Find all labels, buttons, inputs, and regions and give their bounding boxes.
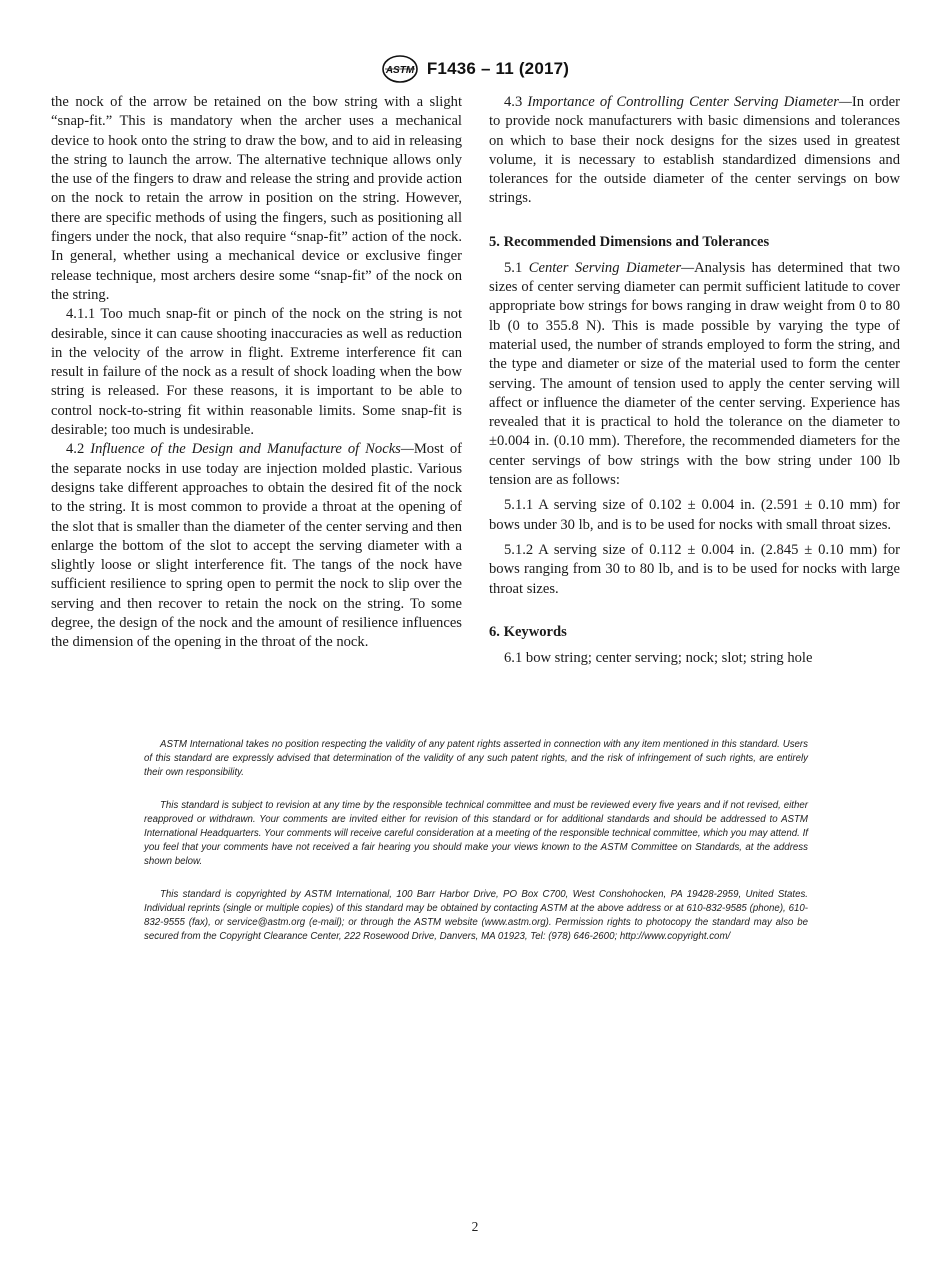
page-number: 2 (471, 1219, 479, 1234)
copyright-notice: This standard is copyrighted by ASTM International, 100 Barr Harbor Drive, PO Box C700, West Conshohocken, PA 19428-2959, United States. Individual reprints (single or multiple copies) of this standard may be obtained by contacting ASTM at the above address or at 610-832-9585 (phone), 610-832-9555 (fax), or service@astm.org (e-mail); or through the ASTM website (www.astm.org). Permission rights to photocopy the standard may also be secured from the Copyright Clearance Center, 222 Rosewood Drive, Danvers, MA 01923, Tel: (978) 646-2600; http://www.copyright.com/ (144, 889, 808, 942)
paragraph-number: 5.1 (504, 259, 523, 276)
left-column (51, 93, 462, 653)
paragraph-body: Analysis has determined that two sizes of center serving diameter can permit sufficient latitude to cover appropriate bow strings for bows ranging in draw weight from 0 to 80 lb (0 to 355.8 N). This is made possible by varying the type of material used, the number of strands employed to form the string, and the type and diameter or size of the material used to form the center serving. The amount of tension used to apply the center serving will affect or influence the diameter of the center serving. Experience has revealed that it is practical to hold the tolerance on the diameter to ±0.004 in. (0.10 mm). Therefore, the recommended diameters for the center servings of bow strings with the bow string under 100 lb tension are as follows: (489, 259, 900, 489)
paragraph-body: Most of the separate nocks in use today are injection molded plastic. Various designs take different approaches to obtain the desired fit of the nock to the string. It is most common to provide a throat at the opening of the slot that is smaller than the diameter of the center serving and then enlarge the bottom of the slot to accept the serving diameter with a slightly loose or slight interference fit. The tangs of the nock have sufficient resilience to spring open to permit the nock to slip over the serving and then recover to retain the nock on the string. To some degree, the design of the nock and the amount of resilience influences the dimension of the opening in the throat of the nock. (51, 441, 462, 651)
paragraph-5-1-2: 5.1.2 A serving size of 0.112 ± 0.004 in. (2.845 ± 0.10 mm) for bows ranging from 30 to 80 lb, and is to be used for nocks with large throat sizes. (489, 541, 900, 597)
paragraph-5-1 (489, 259, 900, 491)
section-5-heading: 5. Recommended Dimensions and Tolerances (489, 233, 770, 250)
paragraph-5-1-1: 5.1.1 A serving size of 0.102 ± 0.004 in. (2.591 ± 0.10 mm) for bows under 30 lb, and is to be used for nocks with small throat sizes. (489, 497, 900, 533)
paragraph-title: Center Serving Diameter— (528, 259, 695, 276)
paragraph-body: In order to provide nock manufacturers with basic dimensions and tolerances on which to base their nock designs for the sizes used in greatest volume, it is necessary to establish standardized dimensions and tolerances for the outside diameter of the center servings on bow strings. (489, 94, 900, 207)
section-6-heading: 6. Keywords (489, 623, 567, 640)
astm-logo-icon (381, 54, 419, 84)
paragraph-number: 4.2 (66, 441, 85, 458)
document-designation: F1436 – 11 (2017) (426, 59, 570, 78)
paragraph-4-3 (489, 93, 900, 209)
paragraph-title: Importance of Controlling Center Serving Diameter— (527, 94, 852, 110)
right-column (489, 93, 900, 668)
paragraph-4-1-1: 4.1.1 Too much snap-fit or pinch of the nock on the string is not desirable, since it can cause shooting inaccuracies as well as reduction in the velocity of the arrow in flight. Extreme interference fit can result in failure of the nock as a result of shock loading when the bow string is released. For these reasons, it is important to be able to control nock-to-string fit within reasonable limits. Some snap-fit is desirable; too much is undesirable. (51, 306, 462, 439)
paragraph-title: Influence of the Design and Manufacture of Nocks— (90, 441, 414, 458)
paragraph-4-2 (51, 440, 462, 652)
revision-notice: This standard is subject to revision at any time by the responsible technical committee and must be reviewed every five years and if not revised, either reapproved or withdrawn. Your comments are invited either for revision of this standard or for additional standards and should be addressed to ASTM International Headquarters. Your comments will receive careful consideration at a meeting of the responsible technical committee, which you may attend. If you feel that your comments have not received a fair hearing you should make your views known to the ASTM Committee on Standards, at the address shown below. (144, 800, 808, 867)
legal-notices (144, 738, 808, 963)
paragraph-6-1: 6.1 bow string; center serving; nock; slot; string hole (504, 649, 813, 666)
page-header (0, 52, 950, 86)
svg-text:ASTM: ASTM (385, 65, 414, 76)
paragraph-continuation: the nock of the arrow be retained on the bow string with a slight “snap-fit.” This is mandatory when the archer uses a mechanical device to hook onto the string to draw the bow, and to aid in releasing the string to launch the arrow. The alternative technique allows only the use of the fingers to draw and release the string and provide action on the nock to retain the arrow in position on the string. However, there are specific methods of using the fingers, such as positioning all fingers under the nock, that also require “snap-fit” action of the nock. In general, whether using a mechanical device or exclusive finger release technique, most archers desire some “snap-fit” of the nock on the string. (51, 94, 462, 303)
paragraph-number: 4.3 (504, 94, 523, 110)
patent-notice: ASTM International takes no position respecting the validity of any patent rights asserted in connection with any item mentioned in this standard. Users of this standard are expressly advised that determination of the validity of any such patent rights, and the risk of infringement of such rights, are entirely their own responsibility. (144, 739, 808, 778)
